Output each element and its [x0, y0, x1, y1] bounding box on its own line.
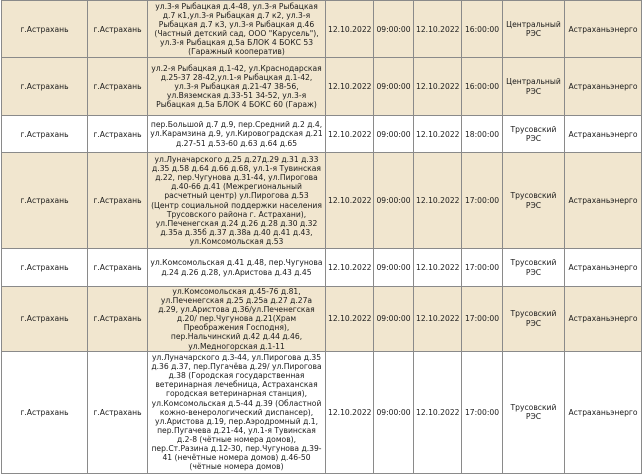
table-row: [2, 249, 642, 287]
start-date-cell: 12.10.2022: [326, 351, 374, 473]
region-cell: г.Астрахань: [2, 287, 88, 352]
res-cell: Трусовский РЭС: [503, 351, 565, 473]
end-time-cell: 16:00:00: [462, 1, 503, 58]
org-cell: Астраханьэнерго: [565, 287, 642, 352]
end-time-cell: 17:00:00: [462, 287, 503, 352]
region-cell: г.Астрахань: [2, 58, 88, 116]
address-cell: ул.Комсомольская д.45-76 д.81, ул.Печенегская д.25 д.25а д.27 д.27а д.29, ул.Аристова д.36/ул.Печенегская д.20/ пер.Чугунова д.21(Храм Преображения Господня), пер.Нальчинский д.42 д.44 д.46, ул.Медногорская д.1-11: [148, 287, 326, 352]
start-time-cell: 09:00:00: [374, 153, 414, 249]
address-cell: ул.Луначарского д.3-44, ул.Пирогова д.35 д.36 д.37, пер.Пугачёва д.29/ ул.Пирогова д.38 (Городская государственная ветеринарная лечебница, Астраханская городская ветеринарная станция), ул.Комсомольская д.5-44 д.39 (Областной кожно-венерологический диспансер), ул.Аристова д.19, пер.Аэродромный д.1, пер.Пугачева д.21-44, ул.1-я Тувинская д.2-8 (чётные номера домов), пер.Ст.Разина д.12-30, пер.Чугунова д.39-41 (нечётные номера домов) д.46-50 (чётные номера домов): [148, 351, 326, 473]
start-date-cell: 12.10.2022: [326, 116, 374, 153]
end-date-cell: 12.10.2022: [414, 287, 462, 352]
res-cell: Трусовский РЭС: [503, 287, 565, 352]
city-cell: г.Астрахань: [88, 116, 148, 153]
table-row: [2, 287, 642, 352]
end-time-cell: 17:00:00: [462, 153, 503, 249]
start-time-cell: 09:00:00: [374, 249, 414, 287]
table-row: [2, 1, 642, 58]
end-time-cell: 18:00:00: [462, 116, 503, 153]
table-row: [2, 116, 642, 153]
region-cell: г.Астрахань: [2, 351, 88, 473]
end-date-cell: 12.10.2022: [414, 58, 462, 116]
start-date-cell: 12.10.2022: [326, 249, 374, 287]
end-date-cell: 12.10.2022: [414, 1, 462, 58]
address-cell: пер.Большой д.7 д.9, пер.Средний д.2 д.4, ул.Карамзина д.9, ул.Кировоградская д.21 д.27-51 д.53-60 д.63 д.64 д.65: [148, 116, 326, 153]
res-cell: Трусовский РЭС: [503, 116, 565, 153]
start-date-cell: 12.10.2022: [326, 1, 374, 58]
outage-table: [1, 0, 642, 474]
address-cell: ул.2-я Рыбацкая д.1-42, ул.Краснодарская д.25-37 28-42,ул.1-я Рыбацкая д.1-42, ул.3-я Рыбацкая д.21-47 38-56, ул.Вяземская д.33-51 34-52, ул.3-я Рыбацкая д.5а БЛОК 4 БОКС 60 (Гараж): [148, 58, 326, 116]
res-cell: Трусовский РЭС: [503, 249, 565, 287]
res-cell: Центральный РЭС: [503, 1, 565, 58]
end-date-cell: 12.10.2022: [414, 249, 462, 287]
end-date-cell: 12.10.2022: [414, 351, 462, 473]
city-cell: г.Астрахань: [88, 249, 148, 287]
start-date-cell: 12.10.2022: [326, 287, 374, 352]
res-cell: Трусовский РЭС: [503, 153, 565, 249]
start-date-cell: 12.10.2022: [326, 58, 374, 116]
table-row: [2, 351, 642, 473]
org-cell: Астраханьэнерго: [565, 116, 642, 153]
org-cell: Астраханьэнерго: [565, 1, 642, 58]
region-cell: г.Астрахань: [2, 116, 88, 153]
table-row: [2, 58, 642, 116]
end-date-cell: 12.10.2022: [414, 116, 462, 153]
org-cell: Астраханьэнерго: [565, 153, 642, 249]
start-date-cell: 12.10.2022: [326, 153, 374, 249]
org-cell: Астраханьэнерго: [565, 351, 642, 473]
end-time-cell: 16:00:00: [462, 58, 503, 116]
res-cell: Центральный РЭС: [503, 58, 565, 116]
region-cell: г.Астрахань: [2, 153, 88, 249]
start-time-cell: 09:00:00: [374, 116, 414, 153]
address-cell: ул.Комсомольская д.41 д.48, пер.Чугунова д.24 д.26 д.28, ул.Аристова д.43 д.45: [148, 249, 326, 287]
end-date-cell: 12.10.2022: [414, 153, 462, 249]
city-cell: г.Астрахань: [88, 351, 148, 473]
end-time-cell: 17:00:00: [462, 351, 503, 473]
start-time-cell: 09:00:00: [374, 58, 414, 116]
start-time-cell: 09:00:00: [374, 1, 414, 58]
org-cell: Астраханьэнерго: [565, 58, 642, 116]
city-cell: г.Астрахань: [88, 1, 148, 58]
org-cell: Астраханьэнерго: [565, 249, 642, 287]
address-cell: ул.3-я Рыбацкая д.4-48, ул.3-я Рыбацкая д.7 к1,ул.3-я Рыбацкая д.7 к2, ул.3-я Рыбацкая д.7 к3, ул.3-я Рыбацкая д.46 (Частный детский сад, ООО "Карусель"), ул.3-я Рыбацкая д.5а БЛОК 4 БОКС 53 (Гаражный кооператив): [148, 1, 326, 58]
table-row: [2, 153, 642, 249]
start-time-cell: 09:00:00: [374, 287, 414, 352]
region-cell: г.Астрахань: [2, 249, 88, 287]
region-cell: г.Астрахань: [2, 1, 88, 58]
city-cell: г.Астрахань: [88, 58, 148, 116]
city-cell: г.Астрахань: [88, 153, 148, 249]
address-cell: ул.Луначарского д.25 д.27д.29 д.31 д.33 д.35 д.58 д.64 д.66 д.68, ул.1-я Тувинская д.22, пер.Чугунова д.31-44, ул.Пирогова д.40-66 д.41 (Межрегиональный расчетный центр) ул.Пирогова д.53 (Центр социальной поддержки населения Трусовского района г. Астрахани), ул.Печенегская д.24 д.26 д.28 д.30 д.32 д.35а д.35б д.37 д.38а д.40 д.41 д.43, ул.Комсомольская д.53: [148, 153, 326, 249]
city-cell: г.Астрахань: [88, 287, 148, 352]
start-time-cell: 09:00:00: [374, 351, 414, 473]
end-time-cell: 17:00:00: [462, 249, 503, 287]
